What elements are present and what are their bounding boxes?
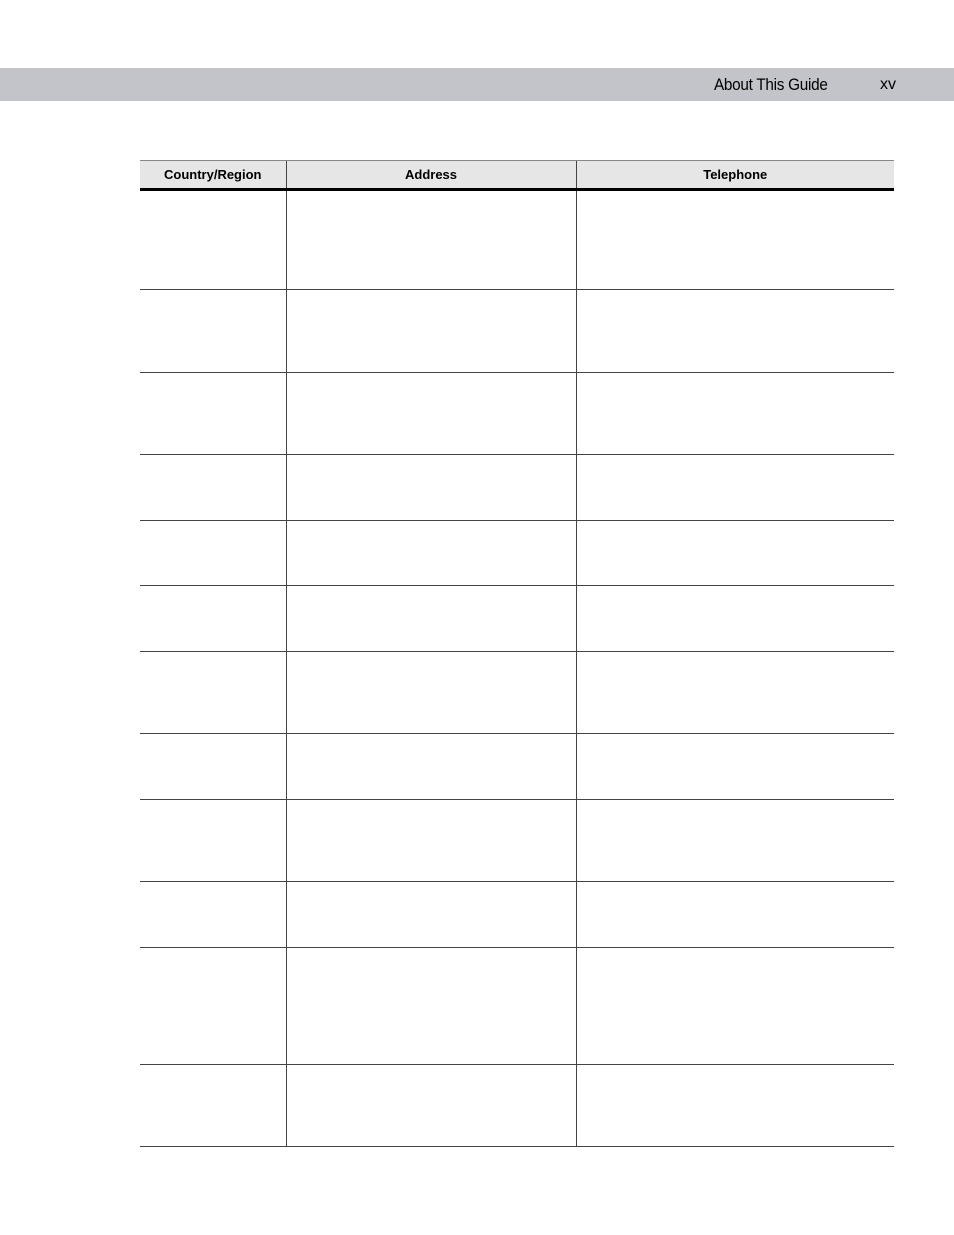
table-row: [140, 290, 894, 373]
table-row: [140, 1065, 894, 1147]
table-row: [140, 882, 894, 948]
telephone-cell: [576, 586, 894, 652]
country-cell: [140, 882, 286, 948]
table-row: [140, 373, 894, 455]
country-cell: [140, 948, 286, 1065]
table-row: [140, 734, 894, 800]
address-cell: [286, 882, 576, 948]
table-row: [140, 455, 894, 521]
country-cell: [140, 652, 286, 734]
address-cell: [286, 521, 576, 586]
column-header-country: Country/Region: [140, 161, 286, 190]
page-number: xv: [880, 76, 896, 93]
telephone-cell: [576, 882, 894, 948]
telephone-cell: [576, 290, 894, 373]
telephone-cell: [576, 521, 894, 586]
telephone-cell: [576, 455, 894, 521]
table-row: [140, 800, 894, 882]
country-cell: [140, 586, 286, 652]
country-cell: [140, 1065, 286, 1147]
table-row: [140, 190, 894, 290]
address-cell: [286, 455, 576, 521]
address-cell: [286, 190, 576, 290]
table-row: [140, 521, 894, 586]
country-cell: [140, 290, 286, 373]
address-cell: [286, 948, 576, 1065]
table-row: [140, 948, 894, 1065]
country-cell: [140, 190, 286, 290]
table-header-row: [140, 161, 894, 190]
table-row: [140, 652, 894, 734]
address-cell: [286, 734, 576, 800]
address-cell: [286, 652, 576, 734]
address-cell: [286, 373, 576, 455]
telephone-cell: [576, 652, 894, 734]
country-cell: [140, 373, 286, 455]
telephone-cell: [576, 1065, 894, 1147]
country-cell: [140, 521, 286, 586]
country-cell: [140, 800, 286, 882]
column-header-address: Address: [286, 161, 576, 190]
running-header-title: About This Guide: [714, 75, 828, 94]
contact-table: [140, 160, 894, 1147]
address-cell: [286, 290, 576, 373]
address-cell: [286, 1065, 576, 1147]
telephone-cell: [576, 190, 894, 290]
address-cell: [286, 800, 576, 882]
address-cell: [286, 586, 576, 652]
telephone-cell: [576, 800, 894, 882]
telephone-cell: [576, 734, 894, 800]
country-cell: [140, 455, 286, 521]
telephone-cell: [576, 373, 894, 455]
country-cell: [140, 734, 286, 800]
column-header-telephone: Telephone: [576, 161, 894, 190]
table-row: [140, 586, 894, 652]
telephone-cell: [576, 948, 894, 1065]
